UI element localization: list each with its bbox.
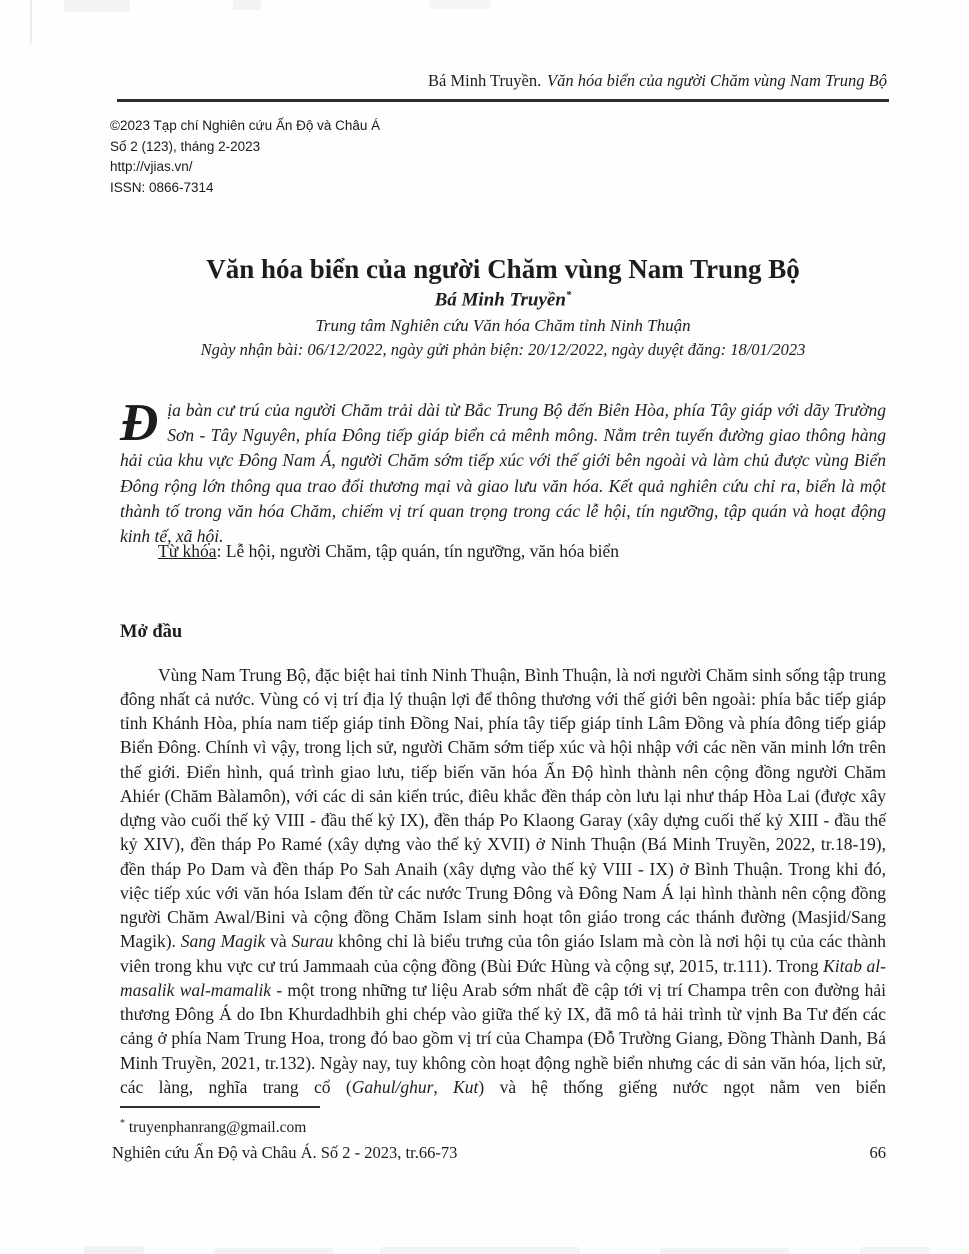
- body-paragraph: Vùng Nam Trung Bộ, đặc biệt hai tỉnh Ninh Thuận, Bình Thuận, là nơi người Chăm sinh sống tập trung đông nhất cả nước. Vùng có vị trí địa lý thuận lợi để thông thương với thế giới bên ngoài: phía bắc tiếp giáp tỉnh Khánh Hòa, phía nam tiếp giáp tỉnh Đồng Nai, phía tây tiếp giáp tỉnh Lâm Đồng và phía đông tiếp giáp Biển Đông. Chính vì vậy, trong lịch sử, người Chăm sớm tiếp xúc và hội nhập với các nền văn minh lớn trên thế giới. Điển hình, quá trình giao lưu, tiếp biến văn hóa Ấn Độ hình thành nên cộng đồng người Chăm Ahiér (Chăm Bàlamôn), với các di sản kiến trúc, điêu khắc đền tháp còn lưu lại như tháp Hòa Lai (được xây dựng vào cuối thế kỷ VIII - đầu thế kỷ IX), đền tháp Po Klaong Garay (xây dựng cuối thế kỷ XIII - đầu thế kỷ XIV), đền tháp Po Ramé (xây dựng vào thế kỷ XVII) ở Ninh Thuận (Bá Minh Truyền, 2022, tr.18-19), đền tháp Po Dam và đền tháp Po Sah Anaih (xây dựng vào thế kỷ VIII - IX) ở Bình Thuận. Trong khi đó, việc tiếp xúc với văn hóa Islam đến từ các nước Trung Đông và Đông Nam Á lại hình thành nên cộng đồng người Chăm Awal/Bini và cộng đồng Chăm Islam sinh hoạt tôn giáo trong các thánh đường (Masjid/Sang Magik). Sang Magik và Surau không chỉ là biểu trưng của tôn giáo Islam mà còn là nơi hội tụ của các thành viên trong khu vực cư trú Jammaah của cộng đồng (Bùi Đức Hùng và cộng sự, 2015, tr.111). Trong Kitab al-masalik wal-mamalik - một trong những tư liệu Arab sớm nhất đề cập tới vị trí Champa trên con đường hải thương Đông Á do Ibn Khurdadhbih ghi chép vào giữa thế kỷ IX, đã mô tả hải trình từ vịnh Ba Tư đến các cảng ở phía Nam Trung Hoa, trong đó bao gồm vị trí của Champa (Đỗ Trường Giang, Đồng Thành Danh, Bá Minh Truyền, 2021, tr.132). Ngày nay, tuy không còn hoạt động nghề biển nhưng các di sản văn hóa, lịch sử, các làng, nghĩa trang cổ (Gahul/ghur, Kut) và hệ thống giếng nước ngọt nằm ven biển: [120, 664, 886, 1097]
- footer-journal-line: Nghiên cứu Ấn Độ và Châu Á. Số 2 - 2023, tr.66-73: [112, 1143, 458, 1162]
- page-number: 66: [869, 1143, 886, 1162]
- scan-artifact: [84, 1246, 144, 1254]
- header-rule: [117, 99, 889, 102]
- masthead-issn: ISSN: 0866-7314: [110, 179, 214, 195]
- author-note-mark: *: [565, 289, 572, 301]
- scan-artifact: [233, 0, 261, 10]
- footnote-rule: [120, 1106, 320, 1108]
- footnote-email: truyenphanrang@gmail.com: [128, 1119, 307, 1137]
- author-name: Bá Minh Truyền*: [434, 289, 572, 311]
- masthead-copyright: ©2023 Tạp chí Nghiên cứu Ấn Độ và Châu Á: [110, 118, 381, 133]
- article-title: Văn hóa biển của người Chăm vùng Nam Trung Bộ: [206, 254, 800, 285]
- masthead-block: [110, 116, 380, 198]
- running-header-title: Văn hóa biển của người Chăm vùng Nam Trung Bộ: [546, 71, 887, 90]
- keywords-text: : Lễ hội, người Chăm, tập quán, tín ngưỡng, văn hóa biển: [216, 541, 620, 561]
- keywords-line: [120, 541, 886, 562]
- scan-artifact: [860, 1247, 930, 1254]
- author-affiliation: Trung tâm Nghiên cứu Văn hóa Chăm tỉnh Ninh Thuận: [315, 316, 691, 335]
- submission-dates: Ngày nhận bài: 06/12/2022, ngày gửi phản biện: 20/12/2022, ngày duyệt đăng: 18/01/2023: [200, 340, 806, 359]
- section-heading: Mở đầu: [120, 622, 183, 643]
- page-footer: [112, 1143, 886, 1163]
- scan-artifact: [430, 0, 490, 9]
- footnote: [120, 1118, 306, 1137]
- running-header-author: Bá Minh Truyền.: [427, 71, 542, 90]
- footnote-mark: *: [120, 1118, 125, 1129]
- masthead-url: http://vjias.vn/: [110, 159, 193, 174]
- masthead-issue: Số 2 (123), tháng 2-2023: [110, 138, 261, 154]
- scan-artifact: [214, 1248, 334, 1254]
- keywords-label: Từ khóa: [158, 541, 217, 561]
- scan-artifact: [380, 1247, 580, 1254]
- running-header: [120, 70, 887, 92]
- scan-artifact: [64, 0, 130, 12]
- abstract-dropcap: Đ: [120, 394, 159, 452]
- abstract-text: ịa bàn cư trú của người Chăm trải dài từ Bắc Trung Bộ đến Biên Hòa, phía Tây giáp với dãy Trường Sơn - Tây Nguyên, phía Đông tiếp giáp biển cả mênh mông. Nằm trên tuyến đường giao thông hàng hải của khu vực Đông Nam Á, người Chăm sớm tiếp xúc với thế giới bên ngoài và làm chủ được vùng Biển Đông rộng lớn thông qua trao đổi thương mại và giao lưu văn hóa. Kết quả nghiên cứu chỉ ra, biển là một thành tố trong văn hóa Chăm, chiếm vị trí quan trọng trong các lễ hội, tín ngưỡng, tập quán và hoạt động kinh tế, xã hội.: [120, 400, 886, 547]
- abstract: [120, 394, 886, 549]
- scan-artifact: [30, 0, 32, 44]
- scan-artifact: [660, 1248, 790, 1254]
